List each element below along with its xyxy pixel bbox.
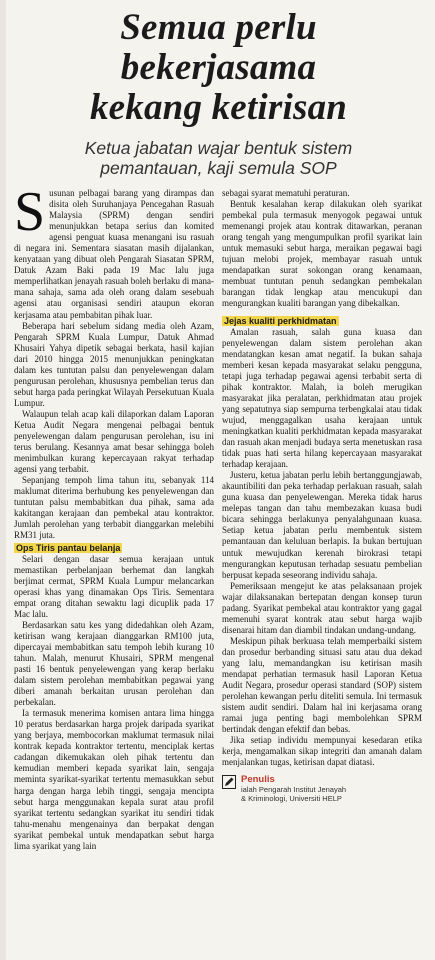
author-label: Penulis — [241, 774, 275, 786]
subheadline-line-2: pemantauan, kaji semula SOP — [100, 158, 337, 178]
author-description-line-2: & Kriminologi, Universiti HELP — [241, 794, 342, 804]
paragraph: Sepanjang tempoh lima tahun itu, sebanyak 114 maklumat diterima berhubung kes penyelewengan dan tuntutan palsu membabitkan dua pihak, sama ada kakitangan kerajaan dan pembekal atau kontraktor. Jumlah perolehan yang terbabit dianggarkan melebihi RM31 juta. — [14, 475, 214, 541]
section-subtitle-text: Ops Tiris pantau belanja — [16, 542, 121, 553]
paragraph: sebagai syarat mematuhi peraturan. — [222, 188, 350, 198]
page-edge — [0, 0, 6, 960]
drop-cap: S — [14, 188, 46, 243]
headline-line-3: kekang ketirisan — [89, 87, 348, 128]
paragraph-intro — [14, 188, 214, 321]
right-column — [222, 188, 422, 852]
paragraph: Beberapa hari sebelum sidang media oleh Azam, Pengarah SPRM Kuala Lumpur, Datuk Ahmad Khusairi Yahya dipetik sebagai berkata, hasil kajian dari 2010 hingga 2015 menunjukkan peningkatan dalam kes tuntutan palsu dan penyelewengan dalam pengurusan perolehan, khususnya pembelian terus dan sebut harga pada peringkat Wilayah Persekutuan Kuala Lumpur. — [14, 320, 214, 408]
headline-line-2: bekerjasama — [120, 47, 317, 88]
article-body — [14, 188, 423, 852]
paragraph: Berdasarkan satu kes yang didedahkan oleh Azam, ketirisan wang kerajaan dianggarkan RM100 juta, dipercayai membabitkan satu tempoh lebih kurang 10 tahun. Malah, menurut Khusairi, SPRM mengenal pasti 16 bentuk penyelewengan yang kerap berlaku dalam sistem perolehan membabitkan pegawai yang diberi amanah berkaitan urusan perolehan dan perbekalan. — [14, 619, 214, 708]
paragraph: Bentuk kesalahan kerap dilakukan oleh syarikat pembekal pula termasuk menyogok pegawai untuk memenangi projek atau kontrak ditawarkan, peranan orang tengah yang mengumpulkan profil syarikat lain untuk memasuki sebut harga, meraikan pegawai bagi tujuan melobi projek, membayar rasuah untuk mendapatkan surat sokongan orang kenamaan, membuat tuntutan penuh sedangkan pembekalan barangan tidak lengkap atau mencukupi dan mengurangkan kualiti barangan yang dibekalkan. — [222, 199, 422, 309]
paragraph: Meskipun pihak berkuasa telah memperbaiki sistem dan prosedur berbanding situasi satu atau dua dekad yang lalu, memandangkan isu ketirisan masih mendapat perhatian termasuk hasil Laporan Ketua Audit Negara, prosedur operasi standard (SOP) sistem perolehan kewangan perlu diteliti semula. Ini termasuk sistem audit sendiri. Dalam hal ini kerjasama orang ramai juga penting bagi membolehkan SPRM bertindak dengan efektif dan bebas. — [222, 635, 422, 735]
subheadline-line-1: Ketua jabatan wajar bentuk sistem — [84, 138, 353, 158]
paragraph: Ia termasuk menerima komisen antara lima hingga 10 peratus berdasarkan harga projek daripada syarikat yang berjaya, membocorkan maklumat termasuk nilai kontrak kepada kontraktor tertentu, menciplak kertas cadangan dikemukakan oleh pihak tertentu dan kemudian memberi kepada syarikat lain, sengaja meminta syarikat-syarikat tertentu memasukkan sebut harga dengan harga lebih tinggi, sengaja mencipta sebut harga menggunakan kepala surat atau profil syarikat tertentu sedangkan syarikat itu sendiri tidak tahu-menahu mengenainya dan berpakat dengan syarikat pembekal untuk mendapatkan sebut harga lima syarikat yang lain — [14, 708, 214, 851]
paragraph: Pemeriksaan mengejut ke atas pelaksanaan projek wajar dilaksanakan bertepatan dengan konsep turun padang. Syarikat pembekal atau kontraktor yang gagal memenuhi syarat kontrak atau sebut harga wajib disenarai hitam dan diambil tindakan undang-undang. — [222, 580, 422, 635]
section-subtitle-text: Jejas kualiti perkhidmatan — [224, 315, 337, 326]
paragraph: Amalan rasuah, salah guna kuasa dan penyelewengan dalam sistem perolehan akan mendatangkan kesan amat negatif. Ia bukan sahaja memberi kesan kepada masyarakat selaku pengguna, tetapi juga terhadap pegawai agensi terbabit serta di pihak kontraktor. Malah, ia boleh merugikan masyarakat jika peralatan, perkhidmatan atau projek yang sepatutnya siap sempurna terbengkalai atau tidak wujud, menggagalkan usaha kerajaan untuk meningkatkan kualiti perkhidmatan kepada masyarakat dan rasuah akan menjadi budaya serta menetuskan rasa tidak puas hati serta hilang kepercayaan masyarakat terhadap kerajaan. — [222, 326, 422, 470]
headline-line-1: Semua perlu — [120, 7, 317, 48]
pencil-icon — [222, 775, 236, 789]
subheadline — [14, 138, 423, 178]
paragraph: Walaupun telah acap kali dilaporkan dalam Laporan Ketua Audit Negara mengenai pelbagai bentuk penyelewengan dalam pengurusan perolehan, isu ini terus berulang. Kesannya amat besar sehingga boleh menimbulkan kurang kepercayaan rakyat terhadap agensi yang terbabit. — [14, 408, 214, 475]
paragraph: Justeru, ketua jabatan perlu lebih bertanggungjawab, akauntibiliti dan peka terhadap perlakuan rasuah, salah guna kuasa dan penyelewengan. Mereka tidak harus melepas tangan dan tahu membezakan kuasa budi bicara sehingga berlakunya penyalahgunaan kuasa. Setiap ketua jabatan perlu membentuk sistem pemantauan dan keluluan berlapis. Ia bukan bertujuan untuk mewujudkan kerenah birokrasi tetapi mengurangkan keputusan terhadap sesuatu pembelian berpusat kepada seseorang individu sahaja. — [222, 470, 422, 580]
section-subtitle — [222, 316, 422, 327]
paragraph-intro-text: usunan pelbagai barang yang dirampas dan disita oleh Suruhanjaya Pencegahan Rasuah Malaysia (SPRM) dengan sendiri menunjukkan betapa serius dan komited agensi penguat kuasa menangani isu rasuah di negara ini. Sementara siasatan masih dijalankan, kenyataan yang dibuat oleh Pengarah Siasatan SPRM, Datuk Azam Baki pada 19 Mac lalu juga memperlihatkan jenayah rasuah boleh berlaku di mana-mana sahaja, sama ada oleh orang dalam sesebuah agensi atau organisasi sendiri ataupun ekoran kerjasama atau pembabitan pihak luar. — [14, 188, 214, 320]
left-column — [14, 188, 214, 852]
author-info — [241, 774, 346, 803]
headline — [14, 8, 423, 128]
section-subtitle — [14, 543, 214, 554]
paragraph: Selari dengan dasar semua kerajaan untuk memastikan perbelanjaan berhemat dan langkah berjimat cermat, SPRM Kuala Lumpur melancarkan operasi khas yang dinamakan Ops Tiris. Sementara empat orang ditahan sewaktu lagi dicuplik pada 17 Mac lalu. — [14, 553, 214, 619]
author-box — [222, 774, 422, 803]
paragraph: Jika setiap individu mempunyai kesedaran etika kerja, mengamalkan sikap integriti dan amanah dalam menjalankan tugas, ketirisan dapat diatasi. — [222, 735, 422, 768]
author-description-line-1: ialah Pengarah Institut Jenayah — [241, 785, 347, 795]
